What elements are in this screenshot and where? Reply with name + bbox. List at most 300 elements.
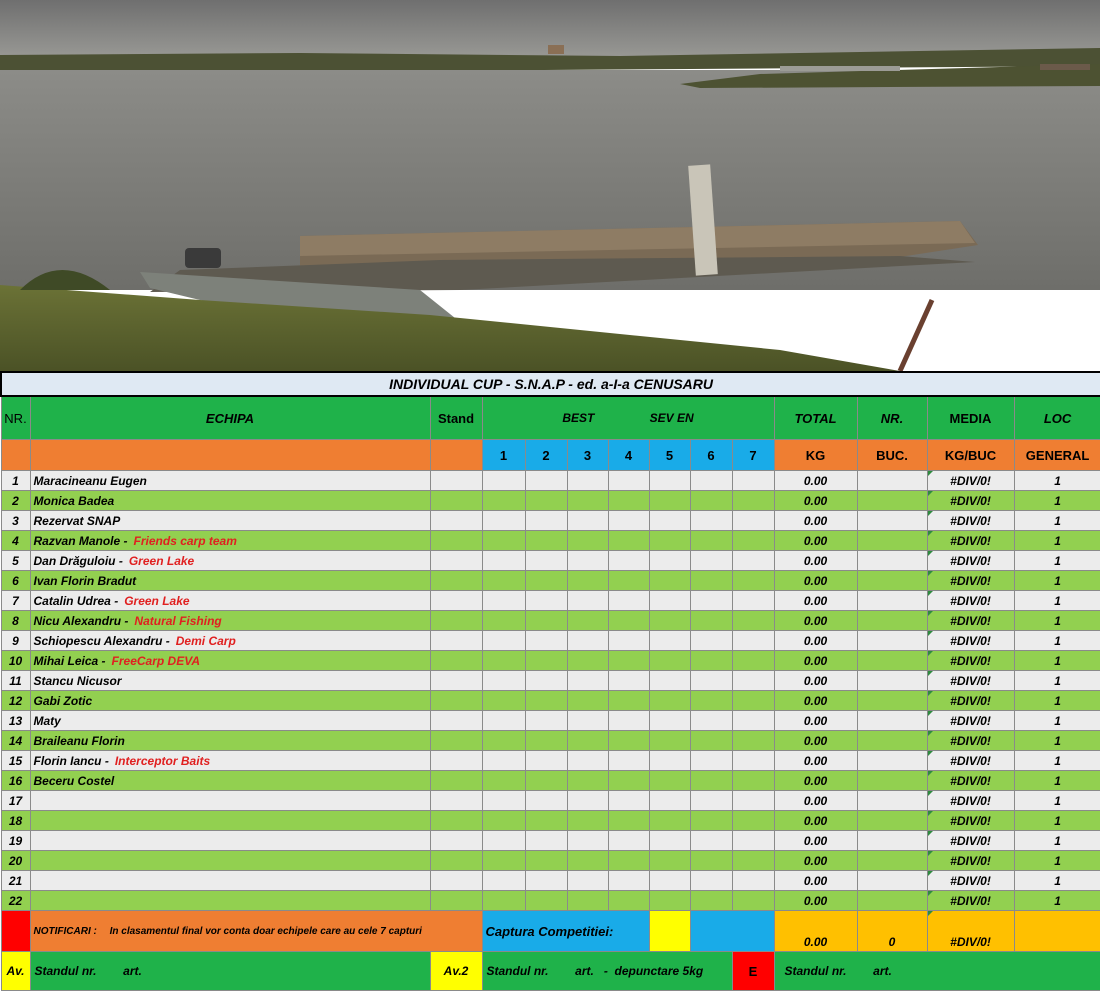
row-catch-4[interactable] xyxy=(608,611,649,631)
row-catch-6[interactable] xyxy=(690,831,732,851)
notif-cell[interactable] xyxy=(30,911,482,952)
row-total[interactable]: 0.00 xyxy=(774,811,857,831)
row-loc[interactable]: 1 xyxy=(1014,631,1100,651)
row-catch-7[interactable] xyxy=(732,471,774,491)
row-total[interactable]: 0.00 xyxy=(774,711,857,731)
row-loc[interactable]: 1 xyxy=(1014,691,1100,711)
row-catch-3[interactable] xyxy=(567,791,608,811)
row-catch-2[interactable] xyxy=(525,831,567,851)
row-stand[interactable] xyxy=(430,671,482,691)
row-media[interactable]: #DIV/0! xyxy=(927,811,1014,831)
row-catch-3[interactable] xyxy=(567,531,608,551)
row-loc[interactable]: 1 xyxy=(1014,651,1100,671)
row-catch-4[interactable] xyxy=(608,731,649,751)
row-name-cell[interactable] xyxy=(30,571,430,591)
row-total[interactable]: 0.00 xyxy=(774,851,857,871)
row-catch-7[interactable] xyxy=(732,571,774,591)
row-catch-6[interactable] xyxy=(690,631,732,651)
row-total[interactable]: 0.00 xyxy=(774,491,857,511)
row-catch-5[interactable] xyxy=(649,871,690,891)
row-loc[interactable]: 1 xyxy=(1014,811,1100,831)
row-buc[interactable] xyxy=(857,691,927,711)
row-nr[interactable]: 17 xyxy=(1,791,30,811)
row-catch-2[interactable] xyxy=(525,691,567,711)
row-stand[interactable] xyxy=(430,691,482,711)
header-col-3[interactable]: 3 xyxy=(567,440,608,471)
row-stand[interactable] xyxy=(430,751,482,771)
row-total[interactable]: 0.00 xyxy=(774,651,857,671)
row-media[interactable]: #DIV/0! xyxy=(927,771,1014,791)
row-catch-7[interactable] xyxy=(732,871,774,891)
row-catch-4[interactable] xyxy=(608,471,649,491)
row-stand[interactable] xyxy=(430,551,482,571)
row-catch-1[interactable] xyxy=(482,691,525,711)
row-catch-2[interactable] xyxy=(525,771,567,791)
row-catch-7[interactable] xyxy=(732,551,774,571)
row-nr[interactable]: 2 xyxy=(1,491,30,511)
row-catch-5[interactable] xyxy=(649,591,690,611)
row-stand[interactable] xyxy=(430,771,482,791)
row-catch-4[interactable] xyxy=(608,831,649,851)
row-stand[interactable] xyxy=(430,611,482,631)
row-nr[interactable]: 12 xyxy=(1,691,30,711)
row-catch-4[interactable] xyxy=(608,491,649,511)
row-catch-3[interactable] xyxy=(567,891,608,911)
row-catch-2[interactable] xyxy=(525,491,567,511)
row-catch-4[interactable] xyxy=(608,751,649,771)
row-catch-5[interactable] xyxy=(649,511,690,531)
row-catch-7[interactable] xyxy=(732,771,774,791)
row-catch-4[interactable] xyxy=(608,511,649,531)
footer-standul-3[interactable]: Standul nr. art. xyxy=(774,952,1100,991)
row-catch-1[interactable] xyxy=(482,791,525,811)
row-total[interactable]: 0.00 xyxy=(774,591,857,611)
row-name-cell[interactable] xyxy=(30,891,430,911)
row-catch-2[interactable] xyxy=(525,811,567,831)
row-media[interactable]: #DIV/0! xyxy=(927,891,1014,911)
row-total[interactable]: 0.00 xyxy=(774,831,857,851)
row-media[interactable]: #DIV/0! xyxy=(927,611,1014,631)
row-loc[interactable]: 1 xyxy=(1014,571,1100,591)
row-nr[interactable]: 11 xyxy=(1,671,30,691)
row-catch-3[interactable] xyxy=(567,751,608,771)
row-name-cell[interactable] xyxy=(30,731,430,751)
row-catch-1[interactable] xyxy=(482,891,525,911)
row-media[interactable]: #DIV/0! xyxy=(927,631,1014,651)
row-catch-5[interactable] xyxy=(649,551,690,571)
row-catch-3[interactable] xyxy=(567,471,608,491)
row-loc[interactable]: 1 xyxy=(1014,831,1100,851)
row-catch-1[interactable] xyxy=(482,551,525,571)
row-catch-7[interactable] xyxy=(732,731,774,751)
row-stand[interactable] xyxy=(430,591,482,611)
row-name-cell[interactable] xyxy=(30,631,430,651)
row-media[interactable]: #DIV/0! xyxy=(927,511,1014,531)
row-buc[interactable] xyxy=(857,771,927,791)
row-buc[interactable] xyxy=(857,511,927,531)
captura-cyan-cell[interactable] xyxy=(690,911,774,952)
header-kgbuc[interactable]: KG/BUC xyxy=(927,440,1014,471)
row-media[interactable]: #DIV/0! xyxy=(927,791,1014,811)
row-buc[interactable] xyxy=(857,531,927,551)
row-loc[interactable]: 1 xyxy=(1014,791,1100,811)
row-catch-6[interactable] xyxy=(690,571,732,591)
row-name-cell[interactable] xyxy=(30,791,430,811)
row-catch-2[interactable] xyxy=(525,851,567,871)
row-stand[interactable] xyxy=(430,891,482,911)
row-name-cell[interactable] xyxy=(30,871,430,891)
row-catch-4[interactable] xyxy=(608,791,649,811)
row-total[interactable]: 0.00 xyxy=(774,691,857,711)
row-catch-6[interactable] xyxy=(690,611,732,631)
row-nr[interactable]: 16 xyxy=(1,771,30,791)
row-catch-3[interactable] xyxy=(567,731,608,751)
row-name-cell[interactable] xyxy=(30,811,430,831)
row-catch-5[interactable] xyxy=(649,471,690,491)
row-buc[interactable] xyxy=(857,751,927,771)
row-catch-4[interactable] xyxy=(608,871,649,891)
row-catch-6[interactable] xyxy=(690,851,732,871)
footer-av2[interactable]: Av.2 xyxy=(430,952,482,991)
notif-buc[interactable]: 0 xyxy=(857,911,927,952)
notif-marker-cell[interactable] xyxy=(1,911,30,952)
row-name-cell[interactable] xyxy=(30,771,430,791)
row-loc[interactable]: 1 xyxy=(1014,671,1100,691)
row-nr[interactable]: 7 xyxy=(1,591,30,611)
row-catch-1[interactable] xyxy=(482,871,525,891)
row-catch-6[interactable] xyxy=(690,671,732,691)
row-catch-5[interactable] xyxy=(649,811,690,831)
row-catch-7[interactable] xyxy=(732,711,774,731)
row-catch-7[interactable] xyxy=(732,511,774,531)
row-catch-7[interactable] xyxy=(732,671,774,691)
row-buc[interactable] xyxy=(857,711,927,731)
row-catch-2[interactable] xyxy=(525,471,567,491)
row-catch-5[interactable] xyxy=(649,651,690,671)
row-catch-6[interactable] xyxy=(690,651,732,671)
row-buc[interactable] xyxy=(857,731,927,751)
row-catch-4[interactable] xyxy=(608,671,649,691)
row-catch-1[interactable] xyxy=(482,531,525,551)
row-stand[interactable] xyxy=(430,791,482,811)
row-catch-6[interactable] xyxy=(690,691,732,711)
row-catch-1[interactable] xyxy=(482,491,525,511)
row-total[interactable]: 0.00 xyxy=(774,471,857,491)
row-catch-1[interactable] xyxy=(482,591,525,611)
row-media[interactable]: #DIV/0! xyxy=(927,531,1014,551)
row-media[interactable]: #DIV/0! xyxy=(927,551,1014,571)
row-catch-5[interactable] xyxy=(649,771,690,791)
row-total[interactable]: 0.00 xyxy=(774,771,857,791)
row-catch-6[interactable] xyxy=(690,771,732,791)
row-media[interactable]: #DIV/0! xyxy=(927,571,1014,591)
row-catch-6[interactable] xyxy=(690,551,732,571)
header2-empty-stand[interactable] xyxy=(430,440,482,471)
row-catch-5[interactable] xyxy=(649,631,690,651)
row-catch-5[interactable] xyxy=(649,731,690,751)
row-nr[interactable]: 9 xyxy=(1,631,30,651)
row-catch-3[interactable] xyxy=(567,591,608,611)
row-buc[interactable] xyxy=(857,571,927,591)
row-catch-1[interactable] xyxy=(482,511,525,531)
row-catch-4[interactable] xyxy=(608,771,649,791)
row-name-cell[interactable] xyxy=(30,671,430,691)
row-media[interactable]: #DIV/0! xyxy=(927,851,1014,871)
row-buc[interactable] xyxy=(857,471,927,491)
row-loc[interactable]: 1 xyxy=(1014,551,1100,571)
row-catch-2[interactable] xyxy=(525,651,567,671)
header-col-1[interactable]: 1 xyxy=(482,440,525,471)
row-catch-7[interactable] xyxy=(732,631,774,651)
row-name-cell[interactable] xyxy=(30,531,430,551)
header-total[interactable]: TOTAL xyxy=(774,396,857,440)
row-total[interactable]: 0.00 xyxy=(774,731,857,751)
row-media[interactable]: #DIV/0! xyxy=(927,831,1014,851)
row-catch-6[interactable] xyxy=(690,791,732,811)
row-catch-2[interactable] xyxy=(525,671,567,691)
row-catch-5[interactable] xyxy=(649,571,690,591)
row-catch-4[interactable] xyxy=(608,651,649,671)
row-total[interactable]: 0.00 xyxy=(774,531,857,551)
captura-yellow-cell[interactable] xyxy=(649,911,690,952)
row-stand[interactable] xyxy=(430,851,482,871)
row-catch-2[interactable] xyxy=(525,871,567,891)
row-nr[interactable]: 15 xyxy=(1,751,30,771)
row-buc[interactable] xyxy=(857,631,927,651)
row-catch-5[interactable] xyxy=(649,711,690,731)
row-catch-3[interactable] xyxy=(567,551,608,571)
footer-av[interactable]: Av. xyxy=(1,952,30,991)
row-name-cell[interactable] xyxy=(30,551,430,571)
row-name-cell[interactable] xyxy=(30,491,430,511)
row-media[interactable]: #DIV/0! xyxy=(927,591,1014,611)
row-media[interactable]: #DIV/0! xyxy=(927,471,1014,491)
row-loc[interactable]: 1 xyxy=(1014,491,1100,511)
row-catch-7[interactable] xyxy=(732,611,774,631)
row-catch-1[interactable] xyxy=(482,651,525,671)
row-nr[interactable]: 3 xyxy=(1,511,30,531)
row-total[interactable]: 0.00 xyxy=(774,611,857,631)
row-name-cell[interactable] xyxy=(30,751,430,771)
row-name-cell[interactable] xyxy=(30,591,430,611)
row-catch-3[interactable] xyxy=(567,491,608,511)
row-loc[interactable]: 1 xyxy=(1014,591,1100,611)
row-buc[interactable] xyxy=(857,791,927,811)
row-total[interactable]: 0.00 xyxy=(774,631,857,651)
row-total[interactable]: 0.00 xyxy=(774,791,857,811)
row-catch-3[interactable] xyxy=(567,511,608,531)
header-col-2[interactable]: 2 xyxy=(525,440,567,471)
header-nr2[interactable]: NR. xyxy=(857,396,927,440)
row-catch-5[interactable] xyxy=(649,751,690,771)
row-buc[interactable] xyxy=(857,811,927,831)
row-catch-7[interactable] xyxy=(732,531,774,551)
row-stand[interactable] xyxy=(430,871,482,891)
row-catch-6[interactable] xyxy=(690,511,732,531)
row-stand[interactable] xyxy=(430,711,482,731)
captura-label[interactable]: Captura Competitiei: xyxy=(482,911,649,952)
row-catch-2[interactable] xyxy=(525,711,567,731)
row-name-cell[interactable] xyxy=(30,471,430,491)
row-stand[interactable] xyxy=(430,571,482,591)
row-media[interactable]: #DIV/0! xyxy=(927,691,1014,711)
row-catch-7[interactable] xyxy=(732,851,774,871)
row-catch-4[interactable] xyxy=(608,591,649,611)
row-catch-6[interactable] xyxy=(690,811,732,831)
row-catch-3[interactable] xyxy=(567,851,608,871)
row-stand[interactable] xyxy=(430,731,482,751)
row-catch-2[interactable] xyxy=(525,551,567,571)
header-col-5[interactable]: 5 xyxy=(649,440,690,471)
row-catch-4[interactable] xyxy=(608,531,649,551)
row-nr[interactable]: 22 xyxy=(1,891,30,911)
row-name-cell[interactable] xyxy=(30,851,430,871)
row-media[interactable]: #DIV/0! xyxy=(927,491,1014,511)
row-catch-4[interactable] xyxy=(608,691,649,711)
row-media[interactable]: #DIV/0! xyxy=(927,871,1014,891)
row-total[interactable]: 0.00 xyxy=(774,551,857,571)
row-catch-7[interactable] xyxy=(732,791,774,811)
row-catch-1[interactable] xyxy=(482,731,525,751)
row-catch-7[interactable] xyxy=(732,651,774,671)
row-catch-3[interactable] xyxy=(567,711,608,731)
row-name-cell[interactable] xyxy=(30,831,430,851)
header-stand[interactable]: Stand xyxy=(430,396,482,440)
row-catch-7[interactable] xyxy=(732,891,774,911)
row-buc[interactable] xyxy=(857,671,927,691)
row-buc[interactable] xyxy=(857,551,927,571)
row-catch-6[interactable] xyxy=(690,491,732,511)
row-media[interactable]: #DIV/0! xyxy=(927,731,1014,751)
header2-empty-nr[interactable] xyxy=(1,440,30,471)
row-catch-3[interactable] xyxy=(567,691,608,711)
row-catch-4[interactable] xyxy=(608,551,649,571)
row-stand[interactable] xyxy=(430,631,482,651)
header-col-7[interactable]: 7 xyxy=(732,440,774,471)
header-general[interactable]: GENERAL xyxy=(1014,440,1100,471)
header2-empty-echipa[interactable] xyxy=(30,440,430,471)
row-catch-6[interactable] xyxy=(690,891,732,911)
row-catch-1[interactable] xyxy=(482,471,525,491)
row-catch-5[interactable] xyxy=(649,611,690,631)
row-name-cell[interactable] xyxy=(30,651,430,671)
row-nr[interactable]: 6 xyxy=(1,571,30,591)
row-catch-1[interactable] xyxy=(482,811,525,831)
row-catch-2[interactable] xyxy=(525,891,567,911)
row-stand[interactable] xyxy=(430,491,482,511)
row-buc[interactable] xyxy=(857,491,927,511)
row-loc[interactable]: 1 xyxy=(1014,871,1100,891)
row-catch-4[interactable] xyxy=(608,891,649,911)
row-catch-7[interactable] xyxy=(732,831,774,851)
row-catch-5[interactable] xyxy=(649,671,690,691)
row-buc[interactable] xyxy=(857,611,927,631)
row-catch-3[interactable] xyxy=(567,651,608,671)
row-nr[interactable]: 5 xyxy=(1,551,30,571)
row-loc[interactable]: 1 xyxy=(1014,751,1100,771)
row-catch-5[interactable] xyxy=(649,491,690,511)
header-kg[interactable]: KG xyxy=(774,440,857,471)
row-catch-1[interactable] xyxy=(482,751,525,771)
row-loc[interactable]: 1 xyxy=(1014,851,1100,871)
row-buc[interactable] xyxy=(857,871,927,891)
row-catch-6[interactable] xyxy=(690,711,732,731)
row-name-cell[interactable] xyxy=(30,711,430,731)
row-catch-4[interactable] xyxy=(608,571,649,591)
header-loc[interactable]: LOC xyxy=(1014,396,1100,440)
row-total[interactable]: 0.00 xyxy=(774,891,857,911)
row-buc[interactable] xyxy=(857,831,927,851)
row-catch-1[interactable] xyxy=(482,571,525,591)
row-catch-3[interactable] xyxy=(567,571,608,591)
row-catch-7[interactable] xyxy=(732,811,774,831)
header-col-4[interactable]: 4 xyxy=(608,440,649,471)
row-stand[interactable] xyxy=(430,531,482,551)
row-catch-5[interactable] xyxy=(649,691,690,711)
notif-loc-cell[interactable] xyxy=(1014,911,1100,952)
row-nr[interactable]: 1 xyxy=(1,471,30,491)
row-name-cell[interactable] xyxy=(30,611,430,631)
row-catch-6[interactable] xyxy=(690,871,732,891)
row-nr[interactable]: 13 xyxy=(1,711,30,731)
row-buc[interactable] xyxy=(857,591,927,611)
row-nr[interactable]: 20 xyxy=(1,851,30,871)
row-total[interactable]: 0.00 xyxy=(774,871,857,891)
row-catch-5[interactable] xyxy=(649,531,690,551)
row-nr[interactable]: 21 xyxy=(1,871,30,891)
row-catch-7[interactable] xyxy=(732,691,774,711)
row-catch-3[interactable] xyxy=(567,631,608,651)
header-buc[interactable]: BUC. xyxy=(857,440,927,471)
row-catch-6[interactable] xyxy=(690,731,732,751)
row-nr[interactable]: 8 xyxy=(1,611,30,631)
row-catch-4[interactable] xyxy=(608,711,649,731)
row-buc[interactable] xyxy=(857,651,927,671)
header-echipa[interactable]: ECHIPA xyxy=(30,396,430,440)
header-best-seven[interactable] xyxy=(482,396,774,440)
notif-total[interactable]: 0.00 xyxy=(774,911,857,952)
row-loc[interactable]: 1 xyxy=(1014,471,1100,491)
row-catch-4[interactable] xyxy=(608,631,649,651)
row-catch-2[interactable] xyxy=(525,591,567,611)
row-catch-3[interactable] xyxy=(567,771,608,791)
row-loc[interactable]: 1 xyxy=(1014,891,1100,911)
row-total[interactable]: 0.00 xyxy=(774,511,857,531)
row-catch-6[interactable] xyxy=(690,591,732,611)
row-catch-1[interactable] xyxy=(482,711,525,731)
header-media[interactable]: MEDIA xyxy=(927,396,1014,440)
row-loc[interactable]: 1 xyxy=(1014,511,1100,531)
row-catch-5[interactable] xyxy=(649,851,690,871)
row-catch-1[interactable] xyxy=(482,831,525,851)
row-media[interactable]: #DIV/0! xyxy=(927,651,1014,671)
notif-media[interactable]: #DIV/0! xyxy=(927,911,1014,952)
row-catch-2[interactable] xyxy=(525,511,567,531)
row-total[interactable]: 0.00 xyxy=(774,671,857,691)
row-catch-2[interactable] xyxy=(525,791,567,811)
row-catch-2[interactable] xyxy=(525,531,567,551)
row-catch-3[interactable] xyxy=(567,611,608,631)
row-stand[interactable] xyxy=(430,831,482,851)
footer-standul-1[interactable]: Standul nr. art. xyxy=(30,952,430,991)
footer-e[interactable]: E xyxy=(732,952,774,991)
footer-standul-2[interactable]: Standul nr. art. - depunctare 5kg xyxy=(482,952,732,991)
row-catch-1[interactable] xyxy=(482,631,525,651)
row-buc[interactable] xyxy=(857,891,927,911)
row-stand[interactable] xyxy=(430,471,482,491)
row-catch-1[interactable] xyxy=(482,611,525,631)
header-col-6[interactable]: 6 xyxy=(690,440,732,471)
